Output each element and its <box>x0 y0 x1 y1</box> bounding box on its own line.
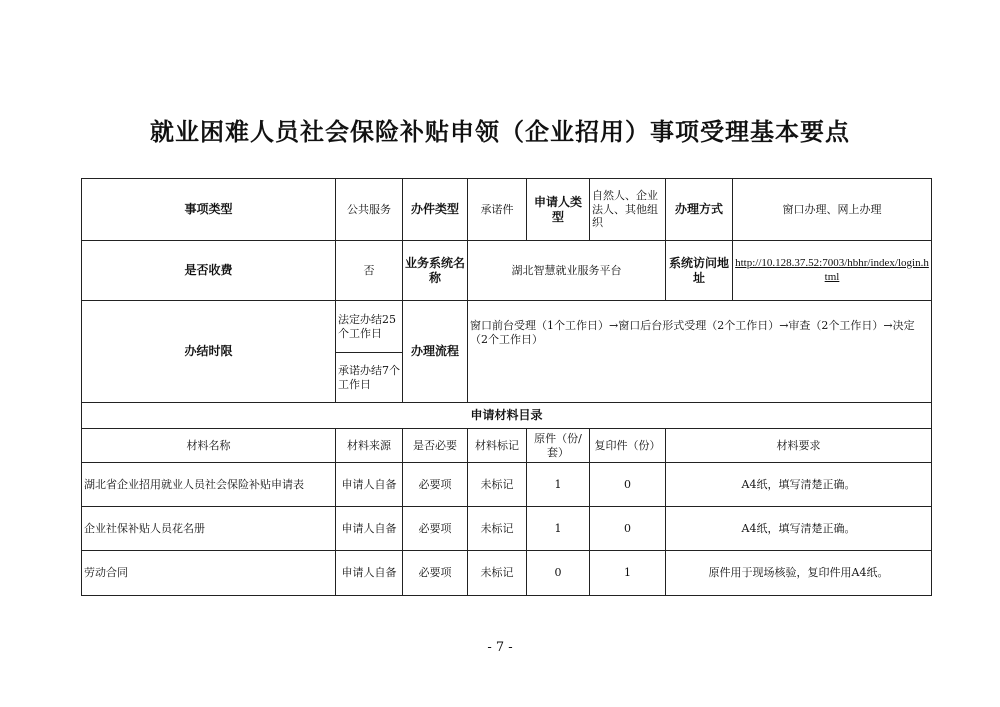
system-name-value: 湖北智慧就业服务平台 <box>468 241 666 301</box>
materials-section-row <box>82 403 932 429</box>
system-name-label: 业务系统名称 <box>403 241 468 301</box>
material-required: 必要项 <box>403 463 468 507</box>
material-required: 必要项 <box>403 507 468 551</box>
table-row <box>82 551 932 596</box>
materials-section-title: 申请材料目录 <box>82 403 932 429</box>
material-name: 企业社保补贴人员花名册 <box>82 507 336 551</box>
material-mark: 未标记 <box>468 551 527 596</box>
material-copy-count: 1 <box>590 551 666 596</box>
page-title: 就业困难人员社会保险补贴申领（企业招用）事项受理基本要点 <box>150 117 850 146</box>
material-source: 申请人自备 <box>336 551 403 596</box>
material-name: 劳动合同 <box>82 551 336 596</box>
material-name: 湖北省企业招用就业人员社会保险补贴申请表 <box>82 463 336 507</box>
header-material-name: 材料名称 <box>82 429 336 463</box>
fee-value: 否 <box>336 241 403 301</box>
deadline-label: 办结时限 <box>82 301 336 403</box>
process-value: 窗口前台受理（1个工作日）→窗口后台形式受理（2个工作日）→审查（2个工作日）→决定（2个工作日） <box>468 301 932 403</box>
header-required: 是否必要 <box>403 429 468 463</box>
materials-header-row <box>82 429 932 463</box>
info-row-fee <box>82 241 932 301</box>
system-url-link[interactable]: http://10.128.37.52:7003/hbhr/index/login.html <box>733 241 932 301</box>
table-row <box>82 507 932 551</box>
header-material-source: 材料来源 <box>336 429 403 463</box>
material-requirement: A4纸，填写清楚正确。 <box>666 507 932 551</box>
applicant-type-label: 申请人类型 <box>527 179 590 241</box>
material-requirement: 原件用于现场核验，复印件用A4纸。 <box>666 551 932 596</box>
material-original-count: 0 <box>527 551 590 596</box>
material-original-count: 1 <box>527 507 590 551</box>
header-copy-count: 复印件（份） <box>590 429 666 463</box>
material-mark: 未标记 <box>468 507 527 551</box>
info-row-deadline <box>82 301 932 353</box>
material-source: 申请人自备 <box>336 507 403 551</box>
applicant-type-value: 自然人、企业法人、其他组织 <box>590 179 666 241</box>
material-mark: 未标记 <box>468 463 527 507</box>
material-source: 申请人自备 <box>336 463 403 507</box>
page-number: - 7 - <box>487 640 513 655</box>
process-label: 办理流程 <box>403 301 468 403</box>
material-copy-count: 0 <box>590 463 666 507</box>
handle-type-label: 办件类型 <box>403 179 468 241</box>
material-copy-count: 0 <box>590 507 666 551</box>
header-material-mark: 材料标记 <box>468 429 527 463</box>
type-label: 事项类型 <box>82 179 336 241</box>
material-requirement: A4纸，填写清楚正确。 <box>666 463 932 507</box>
handling-method-value: 窗口办理、网上办理 <box>733 179 932 241</box>
header-original-count: 原件（份/套） <box>527 429 590 463</box>
handling-method-label: 办理方式 <box>666 179 733 241</box>
type-value: 公共服务 <box>336 179 403 241</box>
system-url-label: 系统访问地址 <box>666 241 733 301</box>
material-original-count: 1 <box>527 463 590 507</box>
handle-type-value: 承诺件 <box>468 179 527 241</box>
fee-label: 是否收费 <box>82 241 336 301</box>
promise-deadline-value: 承诺办结7个工作日 <box>336 353 403 403</box>
header-material-requirement: 材料要求 <box>666 429 932 463</box>
legal-deadline-value: 法定办结25个工作日 <box>336 301 403 353</box>
info-row-type <box>82 179 932 241</box>
material-required: 必要项 <box>403 551 468 596</box>
service-info-table <box>81 178 932 596</box>
table-row <box>82 463 932 507</box>
